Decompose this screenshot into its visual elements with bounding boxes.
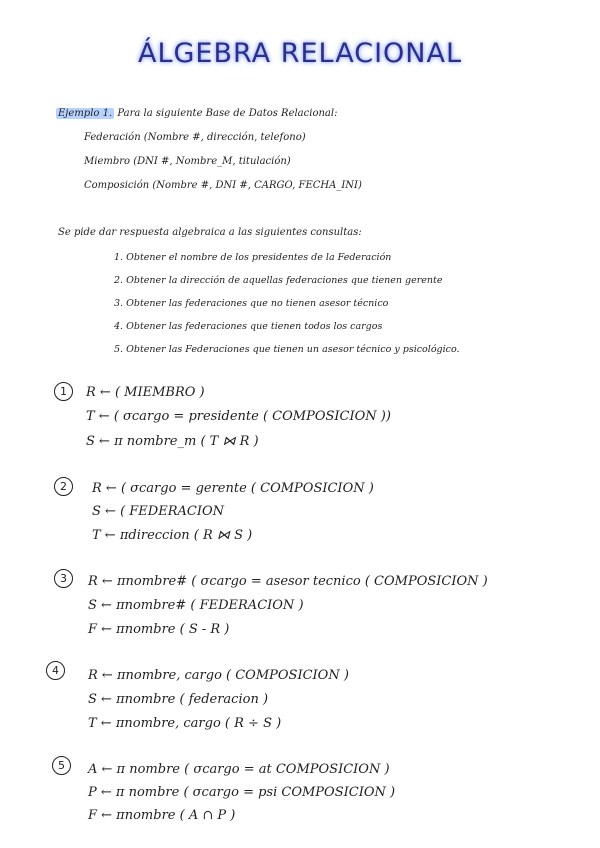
example-heading xyxy=(56,108,337,119)
solution-number-1: 1 xyxy=(54,382,73,401)
page-title: ÁLGEBRA RELACIONAL xyxy=(138,38,462,69)
solution-2-line-1: R ← ( σcargo = gerente ( COMPOSICION ) xyxy=(92,481,374,496)
solution-1-line-2: T ← ( σcargo = presidente ( COMPOSICION )) xyxy=(86,409,391,424)
solution-number-3: 3 xyxy=(54,569,73,588)
solution-4-line-1: R ← πnombre, cargo ( COMPOSICION ) xyxy=(88,668,349,683)
solution-3-line-2: S ← πnombre# ( FEDERACION ) xyxy=(88,598,304,613)
solution-4-line-3: T ← πnombre, cargo ( R ÷ S ) xyxy=(88,716,282,731)
solution-number-5: 5 xyxy=(52,756,71,775)
prompt-text: Se pide dar respuesta algebraica a las siguientes consultas: xyxy=(58,227,362,238)
question-1: 1. Obtener el nombre de los presidentes de la Federación xyxy=(114,252,392,263)
solution-5-line-1: A ← π nombre ( σcargo = at COMPOSICION ) xyxy=(88,762,390,777)
question-5: 5. Obtener las Federaciones que tienen un asesor técnico y psicológico. xyxy=(114,344,460,355)
example-label: Ejemplo 1. xyxy=(58,108,113,119)
relation-miembro: Miembro (DNI #, Nombre_M, titulación) xyxy=(84,156,291,167)
solution-2-line-2: S ← ( FEDERACION xyxy=(92,504,224,519)
solution-2-line-3: T ← πdireccion ( R ⋈ S ) xyxy=(92,528,253,543)
solution-3-line-3: F ← πnombre ( S - R ) xyxy=(88,622,230,637)
relation-composicion: Composición (Nombre #, DNI #, CARGO, FECHA_INI) xyxy=(84,180,362,191)
solution-1-line-1: R ← ( MIEMBRO ) xyxy=(86,385,205,400)
solution-4-line-2: S ← πnombre ( federacion ) xyxy=(88,692,269,707)
question-4: 4. Obtener las federaciones que tienen todos los cargos xyxy=(114,321,383,332)
relation-federacion: Federación (Nombre #, dirección, telefono) xyxy=(84,132,306,143)
solution-3-line-1: R ← πnombre# ( σcargo = asesor tecnico ( COMPOSICION ) xyxy=(88,574,488,589)
question-2: 2. Obtener la dirección de aquellas federaciones que tienen gerente xyxy=(114,275,443,286)
solution-5-line-3: F ← πnombre ( A ∩ P ) xyxy=(88,808,236,823)
example-text: Para la siguiente Base de Datos Relacional: xyxy=(117,108,338,119)
solution-number-4: 4 xyxy=(46,661,65,680)
solution-1-line-3: S ← π nombre_m ( T ⋈ R ) xyxy=(86,434,259,449)
solution-5-line-2: P ← π nombre ( σcargo = psi COMPOSICION ) xyxy=(88,785,396,800)
question-3: 3. Obtener las federaciones que no tienen asesor técnico xyxy=(114,298,389,309)
solution-number-2: 2 xyxy=(54,477,73,496)
